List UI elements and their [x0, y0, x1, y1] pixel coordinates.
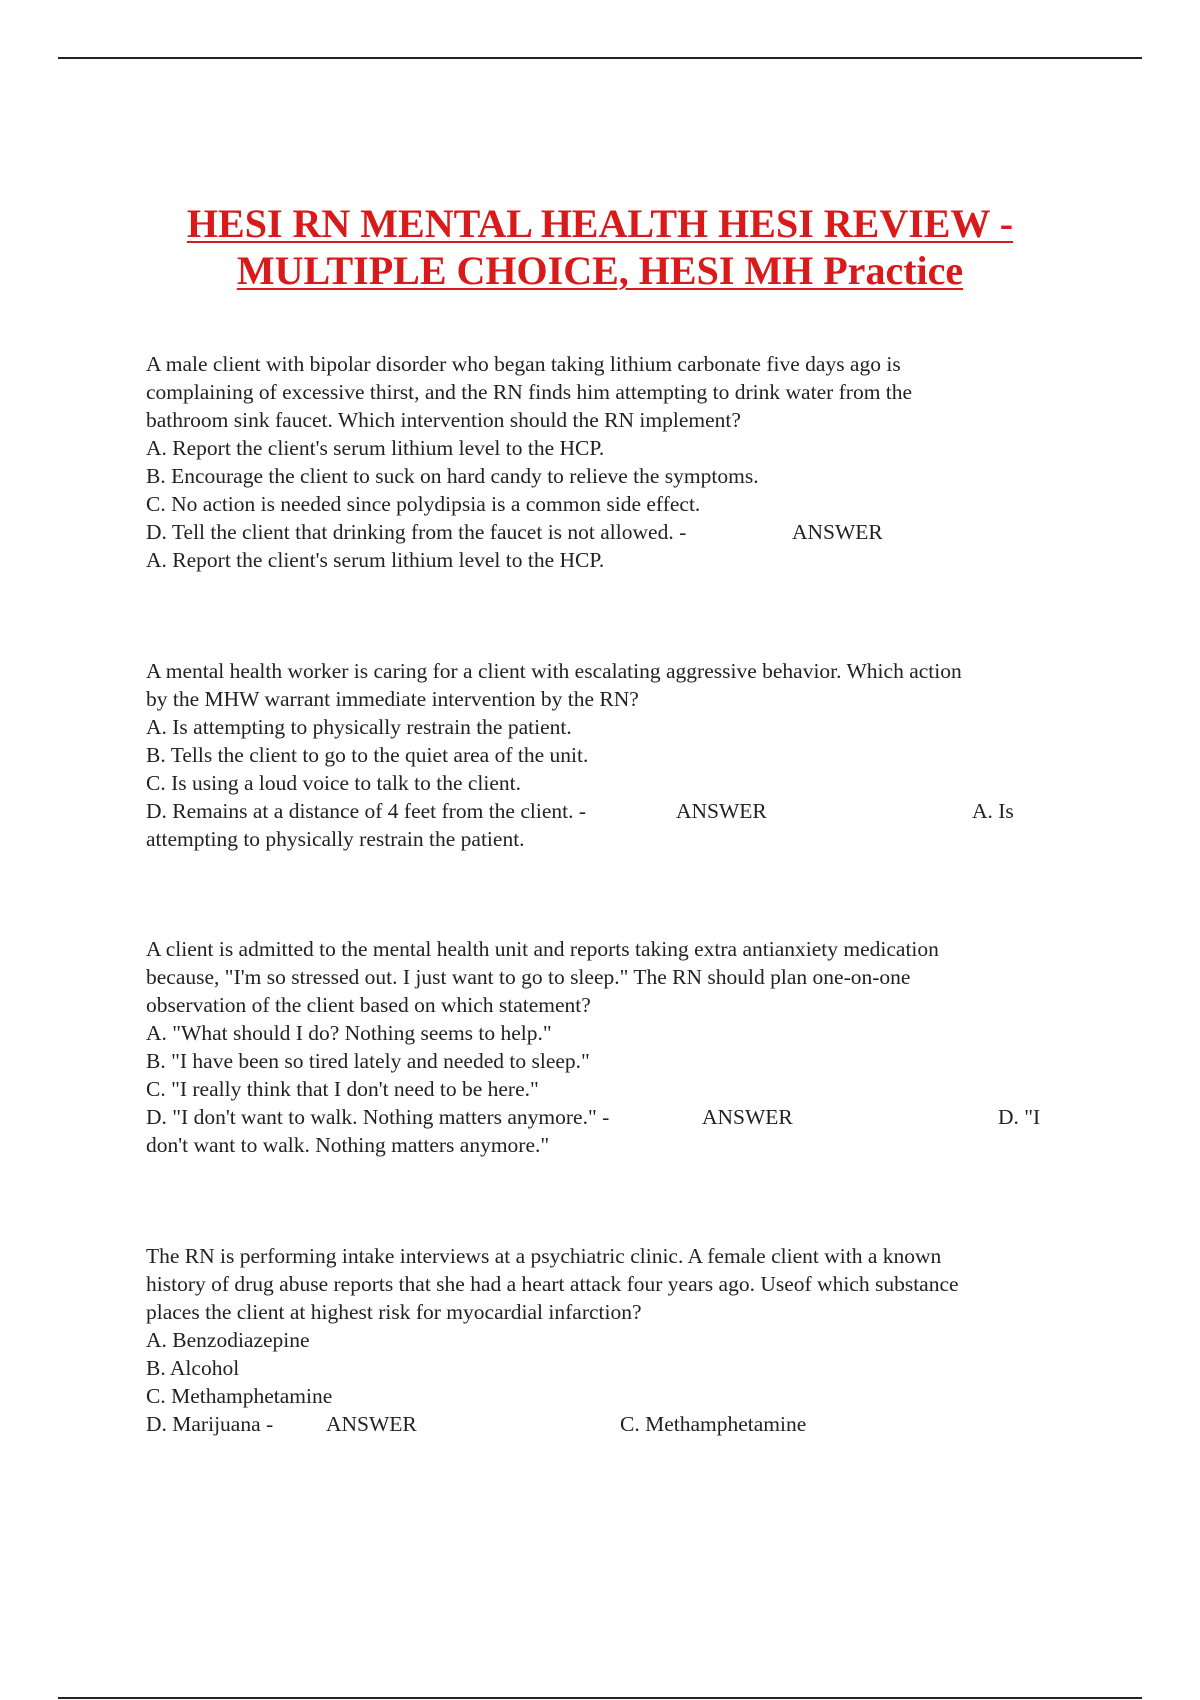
answer-text: C. Methamphetamine	[620, 1412, 807, 1436]
option-a: A. Benzodiazepine	[146, 1328, 310, 1352]
answer-text-start: D. "I	[998, 1105, 1041, 1129]
answer-label: ANSWER	[326, 1412, 417, 1436]
question-2	[146, 657, 1076, 853]
question-stem-line: A mental health worker is caring for a client with escalating aggressive behavior. Which action	[146, 659, 962, 683]
option-b: B. Alcohol	[146, 1356, 240, 1380]
option-d-row	[146, 1410, 1076, 1438]
option-d-row	[146, 518, 1076, 546]
option-b: B. "I have been so tired lately and needed to sleep."	[146, 1049, 590, 1073]
question-stem-line: The RN is performing intake interviews at a psychiatric clinic. A female client with a known	[146, 1244, 942, 1268]
question-stem-line: observation of the client based on which statement?	[146, 993, 591, 1017]
question-stem-line: bathroom sink faucet. Which intervention should the RN implement?	[146, 408, 741, 432]
option-c: C. No action is needed since polydipsia is a common side effect.	[146, 492, 701, 516]
option-d: D. Remains at a distance of 4 feet from the client. -	[146, 799, 586, 823]
question-stem-line: by the MHW warrant immediate intervention by the RN?	[146, 687, 639, 711]
question-stem-line: A male client with bipolar disorder who began taking lithium carbonate five days ago is	[146, 352, 901, 376]
option-c: C. Is using a loud voice to talk to the client.	[146, 771, 521, 795]
bottom-rule	[58, 1697, 1142, 1699]
title-line-1: HESI RN MENTAL HEALTH HESI REVIEW -	[186, 201, 1014, 246]
answer-text: A. Report the client's serum lithium level to the HCP.	[146, 548, 605, 572]
question-stem-line: A client is admitted to the mental health unit and reports taking extra antianxiety medication	[146, 937, 939, 961]
answer-text-start: A. Is	[972, 799, 1014, 823]
option-d: D. Tell the client that drinking from the faucet is not allowed. -	[146, 520, 687, 544]
option-d-row	[146, 1103, 1076, 1131]
option-d: D. Marijuana -	[146, 1412, 274, 1436]
option-b: B. Tells the client to go to the quiet area of the unit.	[146, 743, 589, 767]
answer-label: ANSWER	[702, 1105, 793, 1129]
answer-label: ANSWER	[792, 520, 883, 544]
answer-text-rest: don't want to walk. Nothing matters anymore."	[146, 1133, 550, 1157]
title-line-2: MULTIPLE CHOICE, HESI MH Practice	[236, 248, 964, 293]
question-stem-line: places the client at highest risk for myocardial infarction?	[146, 1300, 642, 1324]
option-a: A. "What should I do? Nothing seems to help."	[146, 1021, 552, 1045]
top-rule	[58, 57, 1142, 59]
question-stem-line: history of drug abuse reports that she had a heart attack four years ago. Useof which substance	[146, 1272, 959, 1296]
option-d: D. "I don't want to walk. Nothing matters anymore." -	[146, 1105, 610, 1129]
answer-text-rest: attempting to physically restrain the patient.	[146, 827, 525, 851]
option-c: C. "I really think that I don't need to be here."	[146, 1077, 539, 1101]
option-a: A. Report the client's serum lithium level to the HCP.	[146, 436, 605, 460]
question-stem-line: because, "I'm so stressed out. I just want to go to sleep." The RN should plan one-on-one	[146, 965, 911, 989]
answer-label: ANSWER	[676, 799, 767, 823]
option-c: C. Methamphetamine	[146, 1384, 333, 1408]
question-stem-line: complaining of excessive thirst, and the RN finds him attempting to drink water from the	[146, 380, 913, 404]
question-1	[146, 350, 1076, 574]
question-4	[146, 1242, 1076, 1438]
option-d-row	[146, 797, 1076, 825]
option-b: B. Encourage the client to suck on hard candy to relieve the symptoms.	[146, 464, 759, 488]
page-title	[120, 200, 1080, 294]
question-3	[146, 935, 1076, 1159]
option-a: A. Is attempting to physically restrain the patient.	[146, 715, 572, 739]
